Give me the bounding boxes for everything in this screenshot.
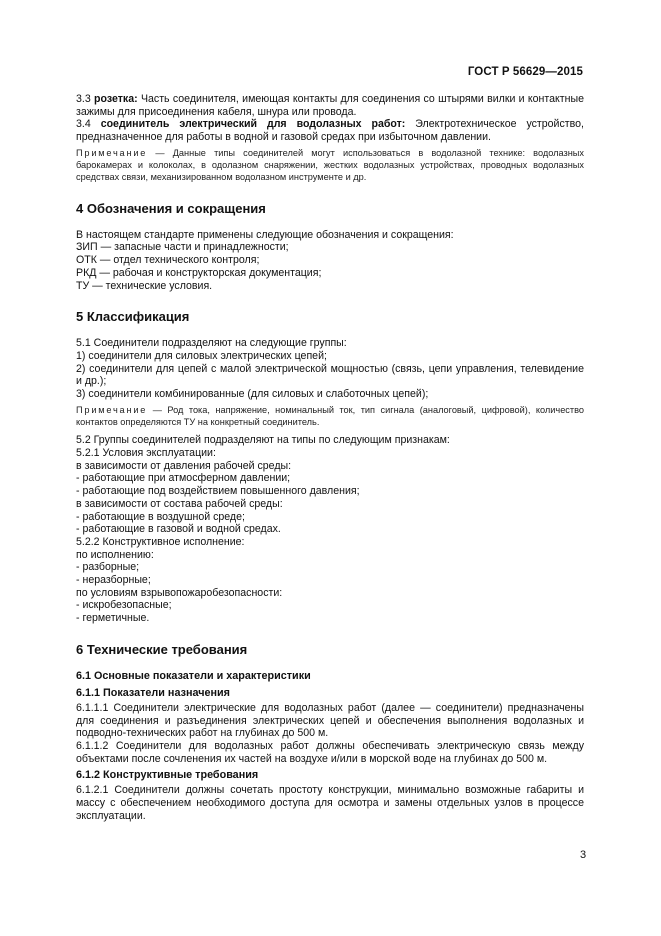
classification-line: - работающие под воздействием повышенного давления; bbox=[76, 485, 360, 498]
classification-line: по условиям взрывопожаробезопасности: bbox=[76, 586, 283, 599]
definition: Электротехническое устройство, предназначенное для работы в водной и газовой средах при избыточном давлении. bbox=[76, 118, 584, 144]
definition: Часть соединителя, имеющая контакты для соединения со штырями вилки и контактные зажимы для присоединения кабеля, шнура или провода. bbox=[76, 93, 584, 118]
term: розетка: bbox=[94, 93, 138, 105]
term: соединитель электрический для водолазных работ: bbox=[100, 118, 406, 131]
note-sec3 bbox=[76, 147, 584, 184]
classification-line: - работающие в воздушной среде; bbox=[76, 510, 245, 523]
clause-6-1-2-1: 6.1.2.1 Соединители должны сочетать простоту конструкции, минимально возможные габариты и массу с обеспечением необходимого доступа для осмотра и замены отдельных узлов в процессе эксплуатации. bbox=[76, 784, 584, 822]
subsection-6-1-1-title: 6.1.1 Показатели назначения bbox=[76, 686, 230, 699]
subsection-6-1-2-title: 6.1.2 Конструктивные требования bbox=[76, 769, 259, 782]
classification-line: 5.2.1 Условия эксплуатации: bbox=[76, 447, 216, 460]
sec4-intro: В настоящем стандарте применены следующие обозначения и сокращения: bbox=[76, 228, 454, 241]
standard-header: ГОСТ Р 56629—2015 bbox=[467, 66, 583, 78]
clause-3-4 bbox=[76, 118, 584, 143]
section-6-title: 6 Технические требования bbox=[76, 641, 248, 657]
note-sec5 bbox=[76, 404, 584, 429]
classification-line: 5.2 Группы соединителей подразделяют на типы по следующим признакам: bbox=[76, 434, 450, 447]
page-number: 3 bbox=[580, 849, 587, 861]
classification-line: - неразборные; bbox=[76, 574, 151, 587]
group-item: 1) соединители для силовых электрических цепей; bbox=[76, 349, 327, 362]
section-4-title: 4 Обозначения и сокращения bbox=[76, 200, 266, 216]
group-item: 2) соединители для цепей с малой электрической мощностью (связь, цепи управления, телевидение и др.); bbox=[76, 362, 584, 388]
clause-number: 3.3 bbox=[76, 93, 91, 105]
classification-line: - разборные; bbox=[76, 561, 140, 574]
classification-line: по исполнению: bbox=[76, 548, 154, 561]
clause-3-3 bbox=[76, 93, 584, 118]
subsection-6-1-title: 6.1 Основные показатели и характеристики bbox=[76, 669, 311, 682]
abbrev-item: ОТК — отдел технического контроля; bbox=[76, 254, 260, 267]
note-text: — Данные типы соединителей могут использоваться в водолазной технике: водолазных барокамерах и колоколах, в одолазном снаряжении, жестких водолазных устройствах, проводных водолазных средствах связи, механизированном водолазном инструменте и др. bbox=[76, 147, 584, 183]
clause-number: 3.4 bbox=[76, 118, 91, 131]
classification-line: 5.2.2 Конструктивное исполнение: bbox=[76, 535, 245, 548]
abbrev-item: ЗИП — запасные части и принадлежности; bbox=[76, 241, 289, 254]
note-label: Примечание bbox=[76, 147, 148, 158]
classification-line: - работающие при атмосферном давлении; bbox=[76, 472, 291, 485]
clause-6-1-1-2: 6.1.1.2 Соединители для водолазных работ должны обеспечивать электрическую связь между объектами после сочленения их частей на воздухе и/или в морской воде на глубинах до 500 м. bbox=[76, 739, 584, 765]
classification-line: - искробезопасные; bbox=[76, 599, 172, 612]
classification-line: в зависимости от состава рабочей среды: bbox=[76, 497, 283, 510]
abbrev-item: РКД — рабочая и конструкторская документация; bbox=[76, 266, 322, 279]
note-label: Примечание bbox=[76, 404, 148, 415]
section-5-title: 5 Классификация bbox=[76, 309, 190, 325]
clause-5-1: 5.1 Соединители подразделяют на следующие группы: bbox=[76, 337, 347, 350]
classification-line: - работающие в газовой и водной средах. bbox=[76, 523, 281, 536]
classification-line: - герметичные. bbox=[76, 612, 150, 625]
group-item: 3) соединители комбинированные (для силовых и слаботочных цепей); bbox=[76, 388, 429, 401]
clause-6-1-1-1: 6.1.1.1 Соединители электрические для водолазных работ (далее — соединители) предназначены для соединения и разъединения электрических цепей и обеспечения выполнения водолазных и подводно-технических работ на глубинах до 500 м. bbox=[76, 701, 584, 740]
abbrev-item: ТУ — технические условия. bbox=[76, 279, 213, 292]
classification-line: в зависимости от давления рабочей среды: bbox=[76, 459, 292, 472]
document-body bbox=[76, 93, 584, 823]
note-text: — Род тока, напряжение, номинальный ток, тип сигнала (аналоговый, цифровой), количество контактов определяются ТУ на конкретный соединитель. bbox=[76, 404, 584, 428]
